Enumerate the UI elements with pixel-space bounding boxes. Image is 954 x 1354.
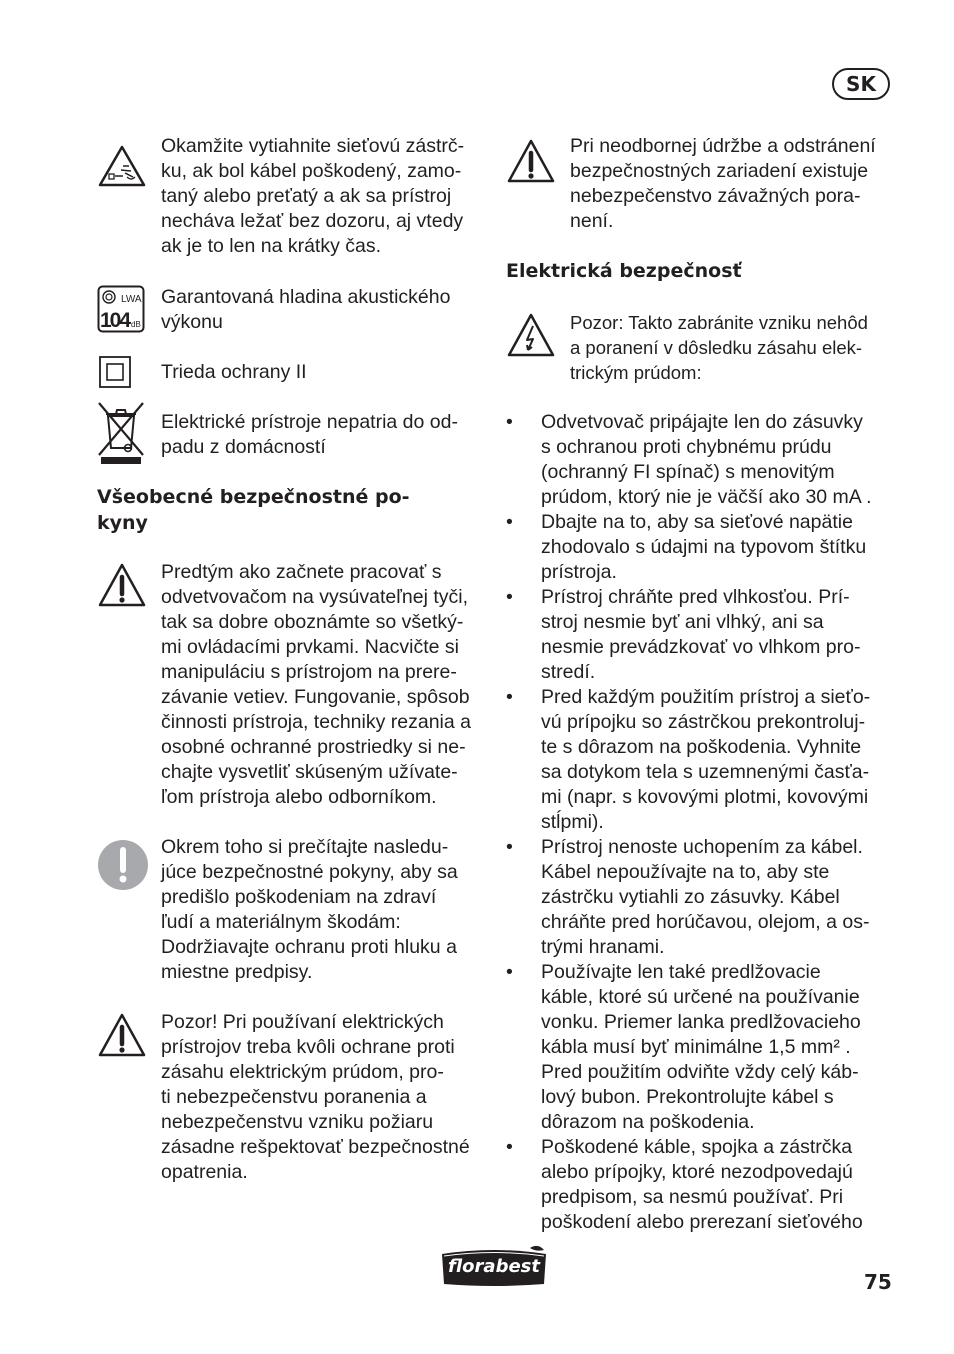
language-badge: SK	[832, 68, 890, 100]
unplug-warning-icon	[97, 144, 147, 188]
shock-warning-text: Pozor: Takto zabránite vzniku nehôd a poranení v dôsledku zásahu elek- trickým prúdom:	[570, 312, 868, 383]
bullet-symbol: •	[506, 961, 513, 983]
sound-power-level-icon	[97, 285, 145, 333]
list-item-text: Odvetvovač pripájajte len do zásuvky s ochranou proti chybnému prúdu (ochranný FI spínač) s menovitým prúdom, ktorý nie je väčší ako 30 mA .	[541, 411, 872, 508]
sound-level-text: Garantovaná hladina akustického výkonu	[161, 286, 451, 333]
list-item	[506, 960, 896, 1135]
list-item	[506, 585, 896, 685]
bullet-symbol: •	[506, 686, 513, 708]
weee-text: Elektrické prístroje nepatria do od- padu z domácností	[161, 411, 458, 458]
brand-name: florabest	[448, 1256, 540, 1277]
list-item-text: Prístroj nenoste uchopením za kábel. Kábel nepoužívajte na to, aby ste zástrčku vytiahli zo zásuvky. Kábel chráňte pred horúčavou, olejom, a os- trými hranami.	[541, 836, 870, 958]
florabest-logo	[438, 1244, 550, 1288]
list-item-text: Pred každým použitím prístroj a sieťo- vú prípojku so zástrčkou prekontroluj- te s dôrazom na poškodenia. Vyhnite sa dotykom tela s uzemnenými časťa- mi (napr. s kovovými plotmi, kovovými stĺpmi).	[541, 686, 871, 833]
list-item	[506, 1135, 896, 1235]
lwa-label: LWA	[121, 294, 142, 305]
noise-unit: dB	[131, 320, 141, 329]
weee-bin-icon	[96, 400, 146, 466]
electrical-precautions-text: Pozor! Pri používaní elektrických prístrojov treba kvôli ochrane proti zásahu elektrickým prúdom, pro- ti nebezpečenstvu poranenia a nebezpečenstvu vzniku požiaru zásadne rešpektovať bezpečnostné opatrenia.	[161, 1011, 470, 1183]
list-item-text: Poškodené káble, spojka a zástrčka alebo prípojky, ktoré nezodpovedajú predpisom, sa nesmú používať. Pri poškodení alebo prerezaní sieťového	[541, 1136, 863, 1233]
electrical-safety-list	[506, 410, 896, 1235]
general-safety-heading: Všeobecné bezpečnostné po- kyny	[97, 486, 410, 534]
warning-triangle-icon	[97, 562, 147, 608]
protection-class-ii-icon	[99, 356, 131, 388]
bullet-symbol: •	[506, 836, 513, 858]
bullet-symbol: •	[506, 586, 513, 608]
maintenance-warning-text: Pri neodbornej údržbe a odstránení bezpečnostných zariadení existuje nebezpečenstvo závažných pora- není.	[570, 135, 876, 232]
electrical-safety-heading: Elektrická bezpečnosť	[506, 260, 742, 282]
bullet-symbol: •	[506, 1136, 513, 1158]
bullet-symbol: •	[506, 511, 513, 533]
unplug-text: Okamžite vytiahnite sieťovú zástrč- ku, ak bol kábel poškodený, zamo- taný alebo preťatý a ak sa prístroj necháva ležať bez dozoru, aj vtedy ak je to len na krátky čas.	[161, 135, 465, 257]
list-item	[506, 410, 896, 510]
list-item	[506, 685, 896, 835]
page-number: 75	[864, 1270, 892, 1294]
list-item	[506, 835, 896, 960]
noise-value: 104	[100, 309, 131, 332]
protection-class-text: Trieda ochrany II	[161, 361, 307, 383]
electric-shock-warning-icon	[506, 312, 556, 358]
warning-triangle-icon	[506, 138, 556, 184]
list-item	[506, 510, 896, 585]
warning-triangle-icon	[97, 1012, 147, 1058]
bullet-symbol: •	[506, 411, 513, 433]
list-item-text: Prístroj chráňte pred vlhkosťou. Prí- stroj nesmie byť ani vlhký, ani sa nesmie prevádzkovať vo vlhkom pro- stredí.	[541, 586, 861, 683]
list-item-text: Používajte len také predlžovacie káble, ktoré sú určené na používanie vonku. Priemer lanka predlžovacieho kábla musí byť minimálne 1,5 mm² . Pred použitím odviňte vždy celý káb- lový bubon. Prekontrolujte kábel s dôrazom na poškodenia.	[541, 961, 861, 1133]
info-exclamation-icon	[98, 840, 148, 890]
familiarize-text: Predtým ako začnete pracovať s odvetvovačom na vysúvateľnej tyči, tak sa dobre oboznámte so všetký- mi ovládacími prvkami. Nacvičte si manipuláciu s prístrojom na prere- závanie vetiev. Fungovanie, spôsob činnosti prístroja, techniky rezania a osobné ochranné prostriedky si ne- chajte vysvetliť skúseným užívate- ľom prístroja alebo odborníkom.	[161, 561, 471, 808]
read-instructions-text: Okrem toho si prečítajte nasledu- júce bezpečnostné pokyny, aby sa predišlo poškodeniam na zdraví ľudí a materiálnym škodám: Dodržiavajte ochranu proti hluku a miestne predpisy.	[161, 836, 458, 983]
list-item-text: Dbajte na to, aby sa sieťové napätie zhodovalo s údajmi na typovom štítku prístroja.	[541, 511, 867, 583]
